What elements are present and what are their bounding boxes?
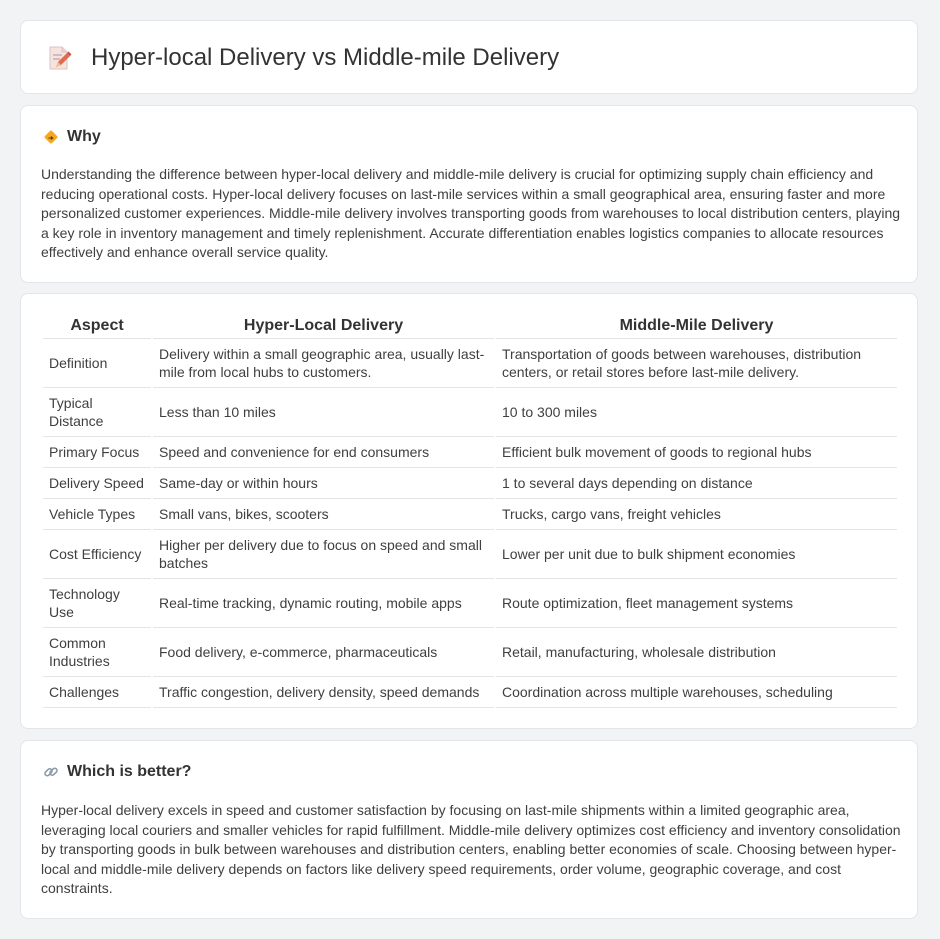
table-header-row xyxy=(43,314,897,339)
table-row xyxy=(43,437,897,468)
diamond-sign-icon xyxy=(43,129,59,145)
row-aspect: Technology Use xyxy=(43,579,151,628)
column-header-middle-mile: Middle-Mile Delivery xyxy=(496,314,897,339)
why-text: Understanding the difference between hyper-local delivery and middle-mile delivery is crucial for optimizing supply chain efficiency and reducing operational costs. Hyper-local delivery focuses on last-mile services within a small geographical area, ensuring faster and more personalized customer experiences. Middle-mile delivery involves transporting goods from warehouses to local distribution centers, playing a key role in inventory management and timely replenishment. Accurate differentiation enables logistics companies to allocate resources effectively and enhance overall service quality. xyxy=(41,166,901,260)
table-row xyxy=(43,677,897,708)
why-title: Why xyxy=(67,128,101,145)
column-header-hyper-local: Hyper-Local Delivery xyxy=(153,314,494,339)
row-hyper-local: Speed and convenience for end consumers xyxy=(153,437,494,468)
row-middle-mile: 1 to several days depending on distance xyxy=(496,468,897,499)
page-title: Hyper-local Delivery vs Middle-mile Delivery xyxy=(91,44,560,71)
table-row xyxy=(43,388,897,437)
edit-document-icon xyxy=(46,45,72,71)
link-icon xyxy=(43,764,59,780)
row-aspect: Primary Focus xyxy=(43,437,151,468)
row-aspect: Vehicle Types xyxy=(43,499,151,530)
table-row xyxy=(43,628,897,677)
row-hyper-local: Real-time tracking, dynamic routing, mobile apps xyxy=(153,579,494,628)
title-row xyxy=(46,43,559,73)
comparison-table xyxy=(41,314,899,708)
which-better-title: Which is better? xyxy=(67,763,192,780)
row-aspect: Common Industries xyxy=(43,628,151,677)
row-middle-mile: 10 to 300 miles xyxy=(496,388,897,437)
table-row xyxy=(43,499,897,530)
table-row xyxy=(43,468,897,499)
why-heading xyxy=(43,128,101,146)
row-middle-mile: Efficient bulk movement of goods to regional hubs xyxy=(496,437,897,468)
row-middle-mile: Trucks, cargo vans, freight vehicles xyxy=(496,499,897,530)
row-hyper-local: Traffic congestion, delivery density, speed demands xyxy=(153,677,494,708)
table-row xyxy=(43,339,897,388)
row-hyper-local: Food delivery, e-commerce, pharmaceuticals xyxy=(153,628,494,677)
table-row xyxy=(43,530,897,579)
row-middle-mile: Lower per unit due to bulk shipment economies xyxy=(496,530,897,579)
row-aspect: Challenges xyxy=(43,677,151,708)
table-row xyxy=(43,579,897,628)
title-card xyxy=(20,20,918,94)
row-aspect: Cost Efficiency xyxy=(43,530,151,579)
row-hyper-local: Less than 10 miles xyxy=(153,388,494,437)
row-hyper-local: Same-day or within hours xyxy=(153,468,494,499)
row-middle-mile: Transportation of goods between warehouses, distribution centers, or retail stores before last-mile delivery. xyxy=(496,339,897,388)
row-middle-mile: Retail, manufacturing, wholesale distribution xyxy=(496,628,897,677)
which-better-heading xyxy=(43,763,191,781)
column-header-aspect: Aspect xyxy=(43,314,151,339)
which-better-card xyxy=(20,740,918,919)
row-middle-mile: Route optimization, fleet management systems xyxy=(496,579,897,628)
row-hyper-local: Higher per delivery due to focus on speed and small batches xyxy=(153,530,494,579)
comparison-card xyxy=(20,293,918,729)
row-aspect: Delivery Speed xyxy=(43,468,151,499)
row-aspect: Definition xyxy=(43,339,151,388)
row-aspect: Typical Distance xyxy=(43,388,151,437)
row-hyper-local: Delivery within a small geographic area, usually last-mile from local hubs to customers. xyxy=(153,339,494,388)
row-middle-mile: Coordination across multiple warehouses, scheduling xyxy=(496,677,897,708)
which-better-text: Hyper-local delivery excels in speed and customer satisfaction by focusing on last-mile shipments within a limited geographic area, leveraging local couriers and smaller vehicles for rapid fulfillment. Middle-mile delivery optimizes cost efficiency and inventory consolidation by transporting goods in bulk between warehouses and distribution centers, enabling better economies of scale. Choosing between hyper-local and middle-mile delivery depends on factors like delivery speed requirements, order volume, geographic coverage, and cost constraints. xyxy=(41,802,901,896)
why-card xyxy=(20,105,918,283)
row-hyper-local: Small vans, bikes, scooters xyxy=(153,499,494,530)
